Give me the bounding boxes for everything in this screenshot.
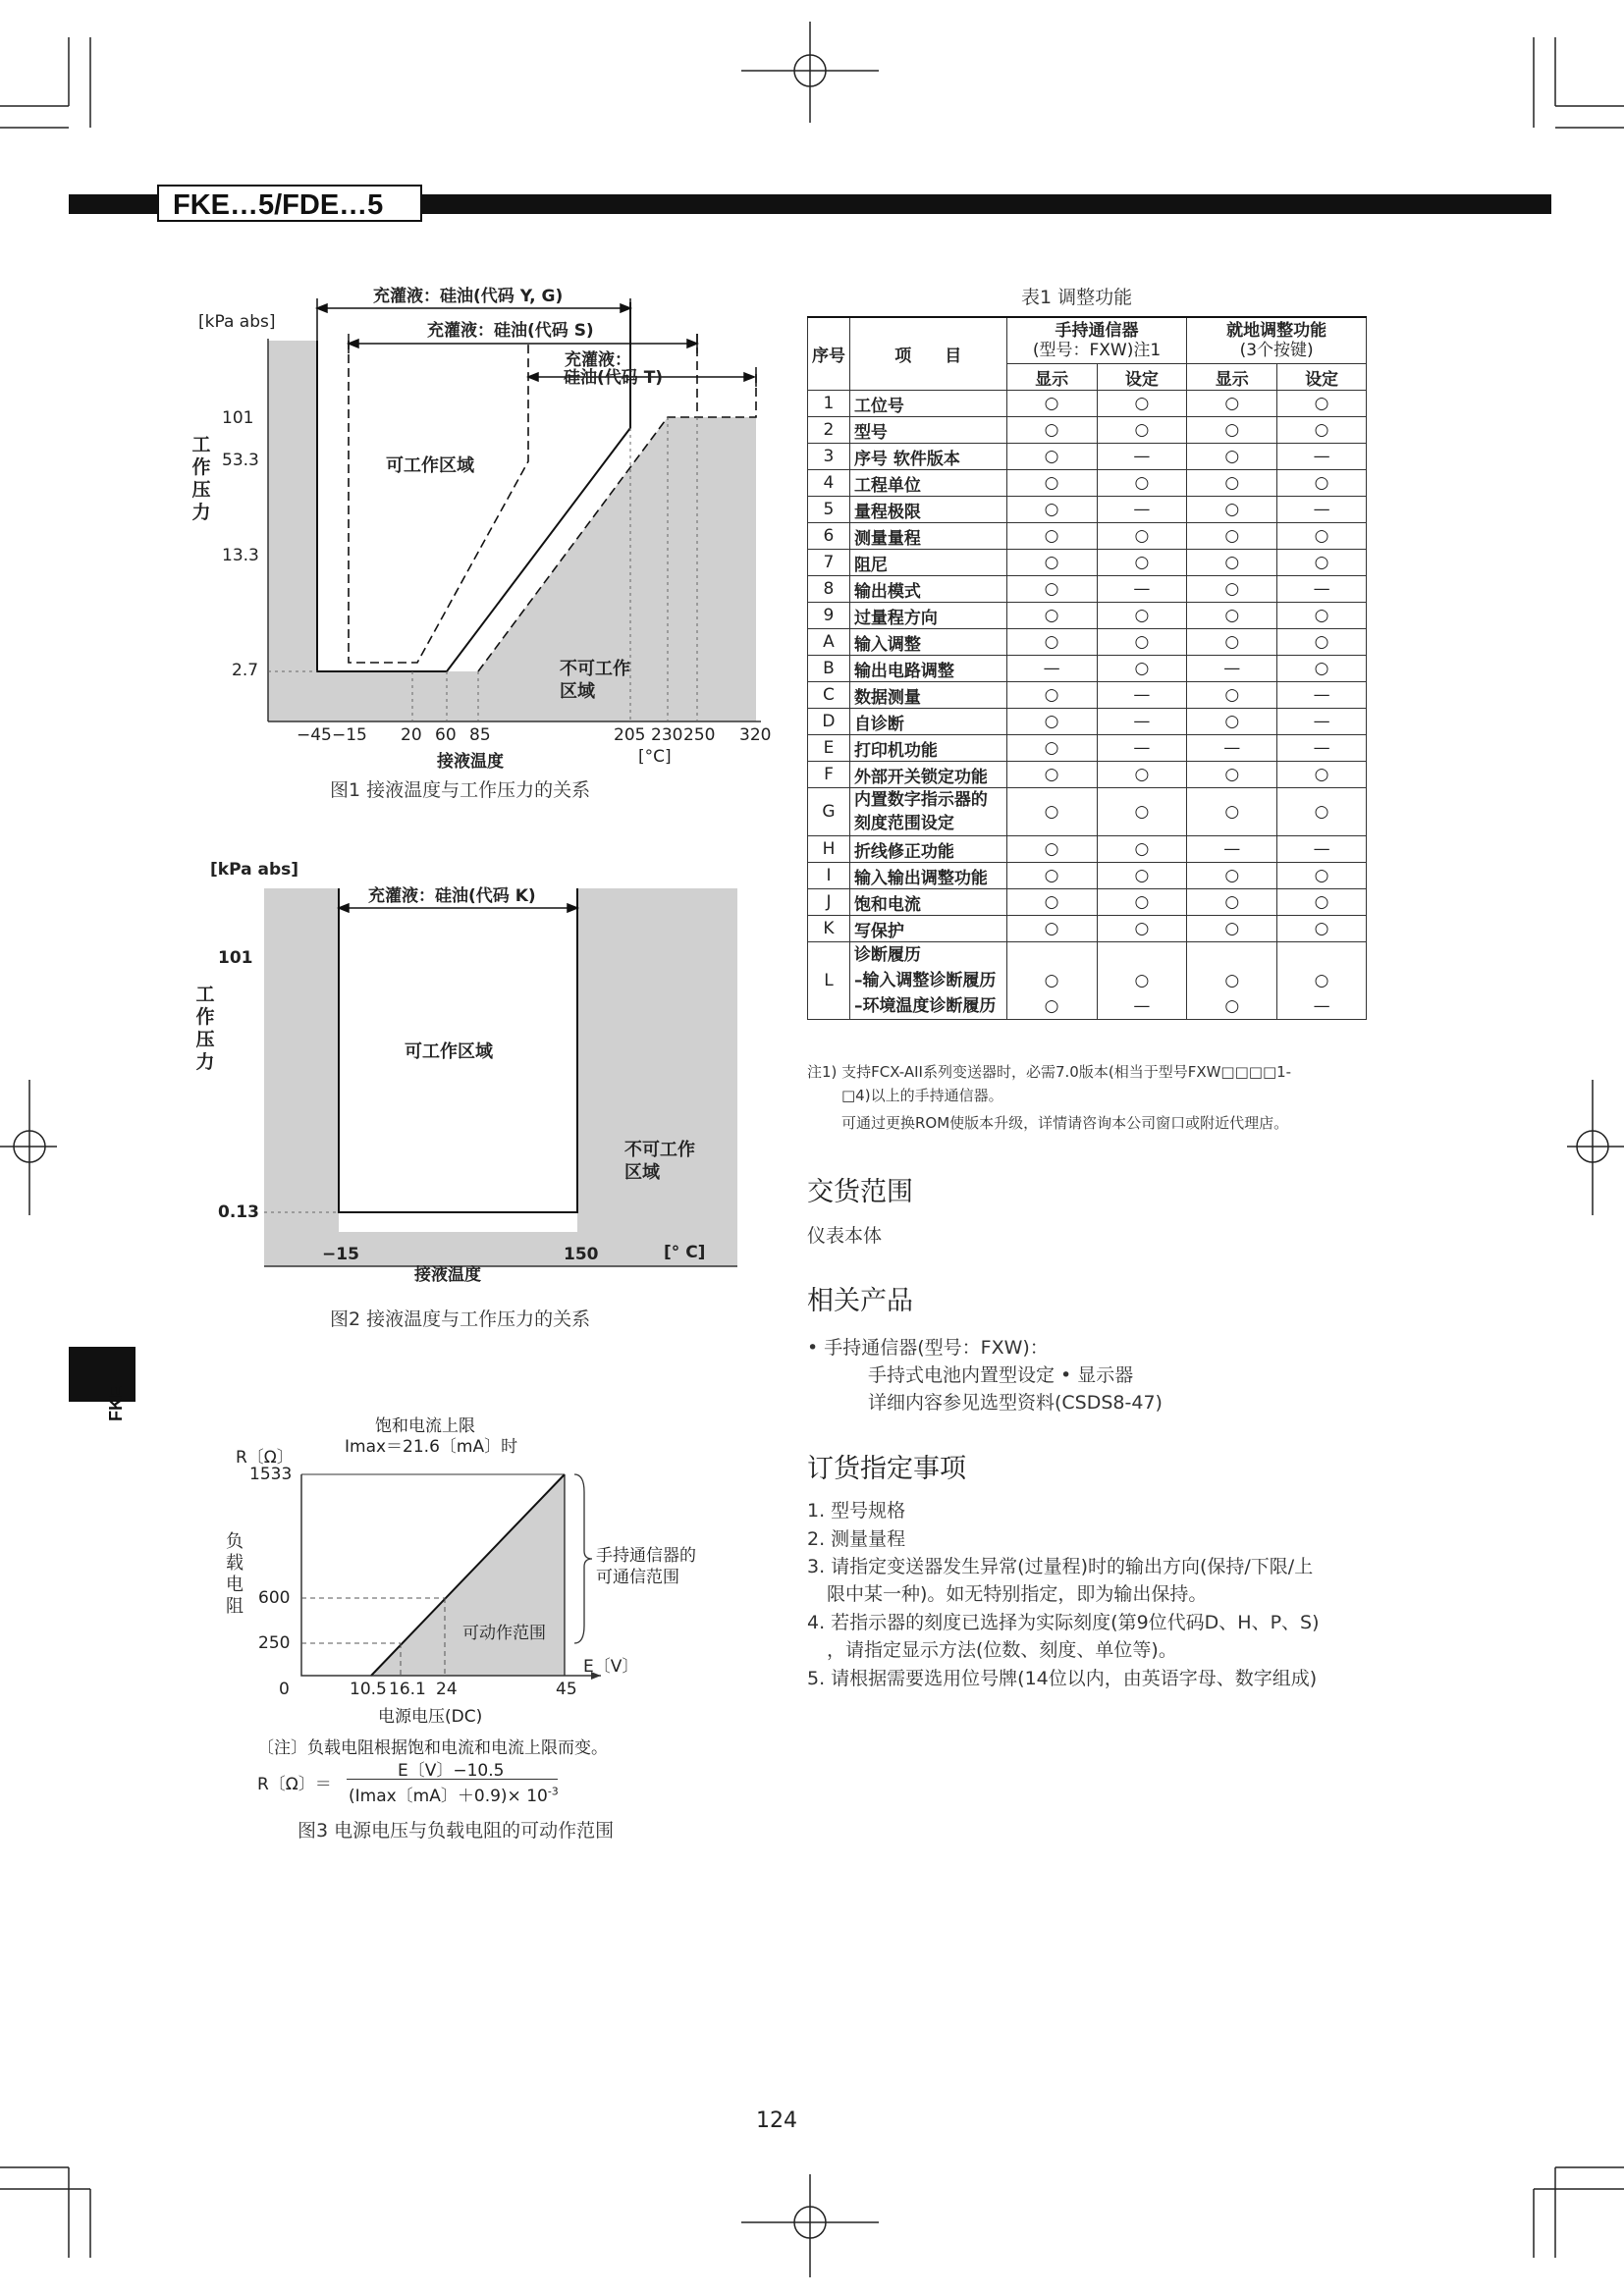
page-number: 124 — [756, 2109, 797, 2133]
row-no: A — [808, 629, 850, 656]
row-value: ○ — [1097, 470, 1187, 497]
row-value: ○ — [1187, 550, 1277, 576]
row-value: ○ — [1097, 836, 1187, 863]
row-value: ○ — [1006, 762, 1097, 788]
row-value: ○ — [1097, 629, 1187, 656]
row-item: 输出模式 — [849, 576, 1006, 603]
fig2-x-tick: 150 — [564, 1245, 599, 1264]
table-title: 表1 调整功能 — [1021, 287, 1133, 308]
row-value: ○ — — [1097, 942, 1187, 1020]
row-value: ○ — [1097, 603, 1187, 629]
table-row — [808, 417, 1367, 444]
row-value: ○ — [1097, 863, 1187, 889]
row-item: 工程单位 — [849, 470, 1006, 497]
header-item: 项 目 — [849, 317, 1006, 391]
row-value: ○ — [1006, 682, 1097, 709]
row-value: ○ — [1097, 656, 1187, 682]
row-item: 自诊断 — [849, 709, 1006, 735]
row-value: ○ — [1006, 629, 1097, 656]
header-display: 显示 — [1006, 364, 1097, 391]
row-no: 7 — [808, 550, 850, 576]
row-value: ○ — [1006, 709, 1097, 735]
fig3-y-label: 负 载 电 阻 — [226, 1531, 244, 1617]
fig1-no-work-1: 不可工作 — [560, 659, 630, 679]
row-item: 内置数字指示器的 刻度范围设定 — [849, 788, 1006, 836]
fig3-formula-lhs: R〔Ω〕＝ — [257, 1775, 332, 1794]
fig3-y-unit: R〔Ω〕 — [236, 1448, 294, 1468]
row-no: 5 — [808, 497, 850, 523]
header-display: 显示 — [1187, 364, 1277, 391]
table-row — [808, 444, 1367, 470]
row-value: ○ — [1006, 863, 1097, 889]
header-set: 设定 — [1277, 364, 1367, 391]
fig3-y-tick: 600 — [258, 1588, 291, 1608]
fig3-comm-2: 可通信范围 — [596, 1568, 679, 1587]
row-no: E — [808, 735, 850, 762]
row-value: ○ — [1277, 889, 1367, 916]
row-value: ○ — [1277, 788, 1367, 836]
fig3-top-1: 饱和电流上限 — [375, 1416, 475, 1436]
row-value: ○ — [1006, 916, 1097, 942]
row-value: ○ — [1187, 629, 1277, 656]
row-no: H — [808, 836, 850, 863]
fig3-formula-den: (Imax〔mA〕$+0.9)\times 10^{-3}$ — [349, 1785, 559, 1806]
row-no: L — [808, 942, 850, 1020]
fig1-y-tick: 13.3 — [222, 546, 259, 565]
row-value: ○ — [1006, 470, 1097, 497]
fig2-x-unit: [° C] — [664, 1243, 706, 1262]
fig3-x-unit: E〔V〕 — [583, 1657, 639, 1677]
row-item: 工位号 — [849, 391, 1006, 417]
row-item: 阻尼 — [849, 550, 1006, 576]
table-row — [808, 942, 1367, 1020]
table-row — [808, 603, 1367, 629]
row-value: ○ — [1006, 836, 1097, 863]
page-header-title: FKE…5/FDE…5 — [157, 185, 422, 222]
fig1-x-unit: [°C] — [638, 747, 672, 767]
row-value: ○ — [1187, 682, 1277, 709]
row-value: ○ — [1006, 417, 1097, 444]
header-local: 就地调整功能 (3个按键) — [1187, 317, 1367, 364]
row-value: ○ — [1006, 735, 1097, 762]
row-value: — — [1097, 682, 1187, 709]
adjustment-table — [807, 316, 1367, 1020]
fig1-x-label: 接液温度 — [437, 752, 504, 772]
figure-1-graphic — [0, 0, 805, 785]
row-value: ○ — [1277, 603, 1367, 629]
ordering-item: 限中某一种)。如无特别指定，即为输出保持。 — [827, 1583, 1208, 1605]
row-no: K — [808, 916, 850, 942]
fig3-formula-bar — [347, 1779, 558, 1780]
fig1-y-unit: [kPa abs] — [198, 312, 276, 332]
fig3-note: 〔注〕负载电阻根据饱和电流和电流上限而变。 — [257, 1738, 608, 1758]
table-note-3: 可通过更换ROM使版本升级，详情请咨询本公司窗口或附近代理店。 — [841, 1114, 1289, 1132]
row-value: ○ — [1006, 603, 1097, 629]
fig1-x-tick: 320 — [739, 725, 772, 745]
row-item: 打印机功能 — [849, 735, 1006, 762]
row-value: — — [1277, 836, 1367, 863]
fig3-y-tick: 250 — [258, 1633, 291, 1653]
fig2-y-label: 工 作 压 力 — [195, 984, 215, 1073]
row-no: J — [808, 889, 850, 916]
row-no: I — [808, 863, 850, 889]
table-row — [808, 470, 1367, 497]
row-value: ○ — [1187, 497, 1277, 523]
fig3-x-label: 电源电压(DC) — [378, 1707, 483, 1727]
fig2-x-tick: −15 — [322, 1245, 359, 1264]
table-note-2: □4)以上的手持通信器。 — [841, 1087, 1003, 1104]
row-value: ○ — [1187, 863, 1277, 889]
figure-3-graphic — [0, 1453, 805, 1708]
fig2-y-tick: 0.13 — [218, 1202, 259, 1222]
row-value: — — [1277, 709, 1367, 735]
fig1-x-tick: 205 — [614, 725, 646, 745]
row-value: ○ — [1097, 523, 1187, 550]
fig3-comm-1: 手持通信器的 — [596, 1546, 696, 1566]
row-no: 3 — [808, 444, 850, 470]
fig3-formula-num: E〔V〕−10.5 — [398, 1761, 505, 1781]
row-value: ○ — [1187, 916, 1277, 942]
row-value: ○ — [1187, 576, 1277, 603]
row-value: ○ — [1097, 550, 1187, 576]
row-item: 饱和电流 — [849, 889, 1006, 916]
row-value: ○ — [1006, 889, 1097, 916]
delivery-text: 仪表本体 — [807, 1225, 883, 1247]
ordering-item: 1. 型号规格 — [807, 1500, 906, 1522]
fig2-no-work-2: 区域 — [624, 1162, 660, 1183]
fig1-fill-s: 充灌液：硅油(代码 S) — [427, 321, 594, 341]
row-value: — — [1187, 735, 1277, 762]
fig1-x-tick: −45 — [297, 725, 332, 745]
table-row — [808, 709, 1367, 735]
row-value: ○ — [1187, 523, 1277, 550]
fig1-fill-t-1: 充灌液： — [565, 350, 631, 370]
fig3-top-2: Imax＝21.6〔mA〕时 — [345, 1437, 518, 1457]
row-value: ○ — [1187, 788, 1277, 836]
table-row — [808, 916, 1367, 942]
ordering-heading: 订货指定事项 — [807, 1454, 966, 1484]
fig3-operable: 可动作范围 — [462, 1624, 546, 1643]
header-no: 序号 — [808, 317, 850, 391]
related-line-1: • 手持通信器(型号：FXW)： — [807, 1337, 1049, 1359]
table-row — [808, 889, 1367, 916]
fig3-x-tick: 16.1 — [389, 1680, 426, 1699]
fig1-y-tick: 101 — [222, 408, 254, 428]
fig1-y-tick: 53.3 — [222, 451, 259, 470]
row-value: ○ — [1277, 523, 1367, 550]
table-row — [808, 735, 1367, 762]
table-note-1: 注1) 支持FCX-AII系列变送器时，必需7.0版本(相当于型号FXW□□□□1- — [807, 1063, 1292, 1081]
row-value: ○ — [1097, 889, 1187, 916]
fig2-y-unit: [kPa abs] — [210, 860, 298, 880]
ordering-item: 5. 请根据需要选用位号牌(14位以内，由英语字母、数字组成) — [807, 1668, 1318, 1689]
row-value: — — [1097, 497, 1187, 523]
fig1-y-tick: 2.7 — [232, 661, 259, 680]
row-no: 9 — [808, 603, 850, 629]
row-value: ○ — — [1277, 942, 1367, 1020]
row-value: ○ — [1006, 444, 1097, 470]
row-value: ○ — [1187, 603, 1277, 629]
row-value: ○ — [1187, 762, 1277, 788]
ordering-item: 4. 若指示器的刻度已选择为实际刻度(第9位代码D、H、P、S) — [807, 1612, 1320, 1633]
row-item: 数据测量 — [849, 682, 1006, 709]
ordering-item: 3. 请指定变送器发生异常(过量程)时的输出方向(保持/下限/上 — [807, 1556, 1314, 1577]
row-value: ○ — [1006, 788, 1097, 836]
ordering-item: 2. 测量量程 — [807, 1528, 906, 1550]
row-no: 2 — [808, 417, 850, 444]
related-line-3: 详细内容参见选型资料(CSDS8-47) — [868, 1392, 1163, 1414]
row-value: ○ — [1006, 497, 1097, 523]
row-value: — — [1097, 444, 1187, 470]
fig1-x-tick: 230 — [651, 725, 683, 745]
row-item: 诊断履历 –输入调整诊断履历 –环境温度诊断履历 — [849, 942, 1006, 1020]
fig3-caption: 图3 电源电压与负载电阻的可动作范围 — [298, 1820, 615, 1842]
row-value: — — [1277, 497, 1367, 523]
row-no: 8 — [808, 576, 850, 603]
header-set: 设定 — [1097, 364, 1187, 391]
row-value: ○ — [1006, 576, 1097, 603]
fig1-caption: 图1 接液温度与工作压力的关系 — [330, 779, 591, 801]
fig2-work-region: 可工作区域 — [405, 1041, 493, 1062]
row-item: 输入输出调整功能 — [849, 863, 1006, 889]
row-value: ○ ○ — [1187, 942, 1277, 1020]
fig2-fill-k: 充灌液：硅油(代码 K) — [368, 886, 536, 906]
row-item: 外部开关锁定功能 — [849, 762, 1006, 788]
row-value: — — [1277, 682, 1367, 709]
row-value: ○ — [1097, 417, 1187, 444]
row-item: 过量程方向 — [849, 603, 1006, 629]
row-value: ○ — [1187, 889, 1277, 916]
fig3-y-tick: 1533 — [249, 1465, 293, 1484]
row-item: 测量量程 — [849, 523, 1006, 550]
figure-2-graphic — [0, 864, 805, 1296]
table-row — [808, 391, 1367, 417]
row-value: ○ — [1097, 762, 1187, 788]
row-item: 型号 — [849, 417, 1006, 444]
row-value: ○ — [1187, 470, 1277, 497]
row-value: ○ — [1277, 629, 1367, 656]
fig1-x-tick: 250 — [683, 725, 716, 745]
table-body — [808, 391, 1367, 942]
row-value: ○ — [1277, 417, 1367, 444]
row-item: 折线修正功能 — [849, 836, 1006, 863]
fig1-x-tick: −15 — [332, 725, 367, 745]
table-row — [808, 682, 1367, 709]
fig3-x-tick: 45 — [556, 1680, 577, 1699]
fig2-caption: 图2 接液温度与工作压力的关系 — [330, 1308, 591, 1330]
row-value: ○ — [1187, 444, 1277, 470]
row-no: 4 — [808, 470, 850, 497]
row-value: ○ — [1277, 656, 1367, 682]
ordering-item: ，请指定显示方法(位数、刻度、单位等)。 — [827, 1639, 1177, 1661]
row-no: C — [808, 682, 850, 709]
header-handheld: 手持通信器 (型号：FXW)注1 — [1006, 317, 1187, 364]
fig2-x-label: 接液温度 — [414, 1265, 481, 1285]
fig1-y-label: 工 作 压 力 — [191, 434, 211, 523]
fig3-x-tick: 10.5 — [350, 1680, 387, 1699]
row-value: ○ — [1187, 391, 1277, 417]
row-item: 输出电路调整 — [849, 656, 1006, 682]
row-no: D — [808, 709, 850, 735]
row-item: 量程极限 — [849, 497, 1006, 523]
row-value: ○ — [1006, 391, 1097, 417]
row-value: ○ — [1187, 709, 1277, 735]
table-row — [808, 576, 1367, 603]
fig1-x-tick: 85 — [469, 725, 491, 745]
row-value: ○ — [1277, 391, 1367, 417]
table-row — [808, 497, 1367, 523]
row-value: — — [1097, 709, 1187, 735]
table-row — [808, 863, 1367, 889]
table-row — [808, 788, 1367, 836]
related-line-2: 手持式电池内置型设定 • 显示器 — [868, 1364, 1134, 1386]
row-value: — — [1277, 735, 1367, 762]
fig1-fill-yg: 充灌液：硅油(代码 Y, G) — [373, 287, 564, 306]
row-value: ○ — [1277, 550, 1367, 576]
row-value: — — [1006, 656, 1097, 682]
row-value: — — [1097, 576, 1187, 603]
table-row — [808, 629, 1367, 656]
table-row — [808, 550, 1367, 576]
row-value: — — [1097, 735, 1187, 762]
row-value: ○ ○ — [1006, 942, 1097, 1020]
row-no: G — [808, 788, 850, 836]
row-value: ○ — [1097, 391, 1187, 417]
row-value: ○ — [1277, 916, 1367, 942]
fig2-y-tick: 101 — [218, 948, 253, 968]
row-value: — — [1277, 444, 1367, 470]
row-value: ○ — [1097, 788, 1187, 836]
fig1-x-tick: 20 — [401, 725, 422, 745]
fig3-x-tick: 24 — [436, 1680, 458, 1699]
row-value: ○ — [1187, 417, 1277, 444]
row-value: ○ — [1277, 762, 1367, 788]
fig1-x-tick: 60 — [435, 725, 457, 745]
row-value: — — [1187, 656, 1277, 682]
row-no: 6 — [808, 523, 850, 550]
table-row — [808, 656, 1367, 682]
row-value: — — [1277, 576, 1367, 603]
row-item: 输入调整 — [849, 629, 1006, 656]
table-row — [808, 836, 1367, 863]
fig1-fill-t-2: 硅油(代码 T) — [564, 368, 664, 388]
row-item: 写保护 — [849, 916, 1006, 942]
row-value: ○ — [1006, 550, 1097, 576]
row-no: B — [808, 656, 850, 682]
row-value: ○ — [1097, 916, 1187, 942]
fig3-y-tick: 0 — [279, 1680, 290, 1699]
row-value: ○ — [1277, 863, 1367, 889]
related-heading: 相关产品 — [807, 1286, 913, 1316]
delivery-heading: 交货范围 — [807, 1177, 913, 1207]
row-value: ○ — [1006, 523, 1097, 550]
row-no: F — [808, 762, 850, 788]
row-item: 序号 软件版本 — [849, 444, 1006, 470]
fig2-no-work-1: 不可工作 — [624, 1140, 695, 1160]
side-tab-label: FKE — [106, 1386, 126, 1421]
row-value: ○ — [1277, 470, 1367, 497]
fig1-work-region: 可工作区域 — [386, 455, 474, 476]
table-row — [808, 762, 1367, 788]
table-row — [808, 523, 1367, 550]
fig1-no-work-2: 区域 — [560, 681, 595, 702]
row-value: — — [1187, 836, 1277, 863]
row-no: 1 — [808, 391, 850, 417]
